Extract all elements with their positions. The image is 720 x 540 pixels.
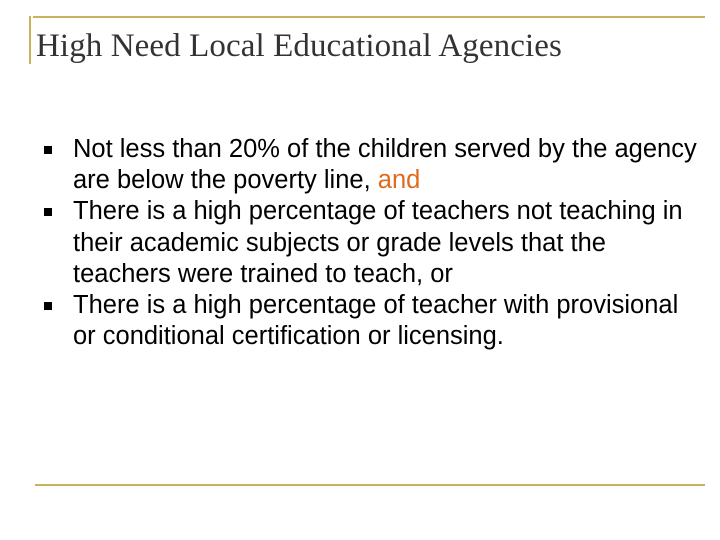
bullet-item-poverty <box>40 134 700 196</box>
bullet-item-provisional-certification <box>40 290 700 352</box>
title-left-rule <box>29 16 31 64</box>
bullet-text: Not less than 20% of the children served by the agency are below the poverty line, <box>73 135 697 195</box>
bullet-text: There is a high percentage of teachers not teaching in their academic subjects or grade levels that the teachers were trained to teach, or <box>73 197 683 288</box>
bullet-accent-conjunction: and <box>377 166 421 195</box>
square-bullet-icon <box>44 146 52 154</box>
bullet-text: There is a high percentage of teacher with provisional or conditional certification or licensing. <box>73 291 679 351</box>
bullet-item-out-of-field-teachers <box>40 196 700 290</box>
bottom-rule <box>35 484 705 486</box>
square-bullet-icon <box>44 208 52 216</box>
square-bullet-icon <box>44 302 52 310</box>
slide-title: High Need Local Educational Agencies <box>36 28 562 64</box>
title-top-rule <box>33 16 705 18</box>
bullet-list <box>40 134 700 352</box>
